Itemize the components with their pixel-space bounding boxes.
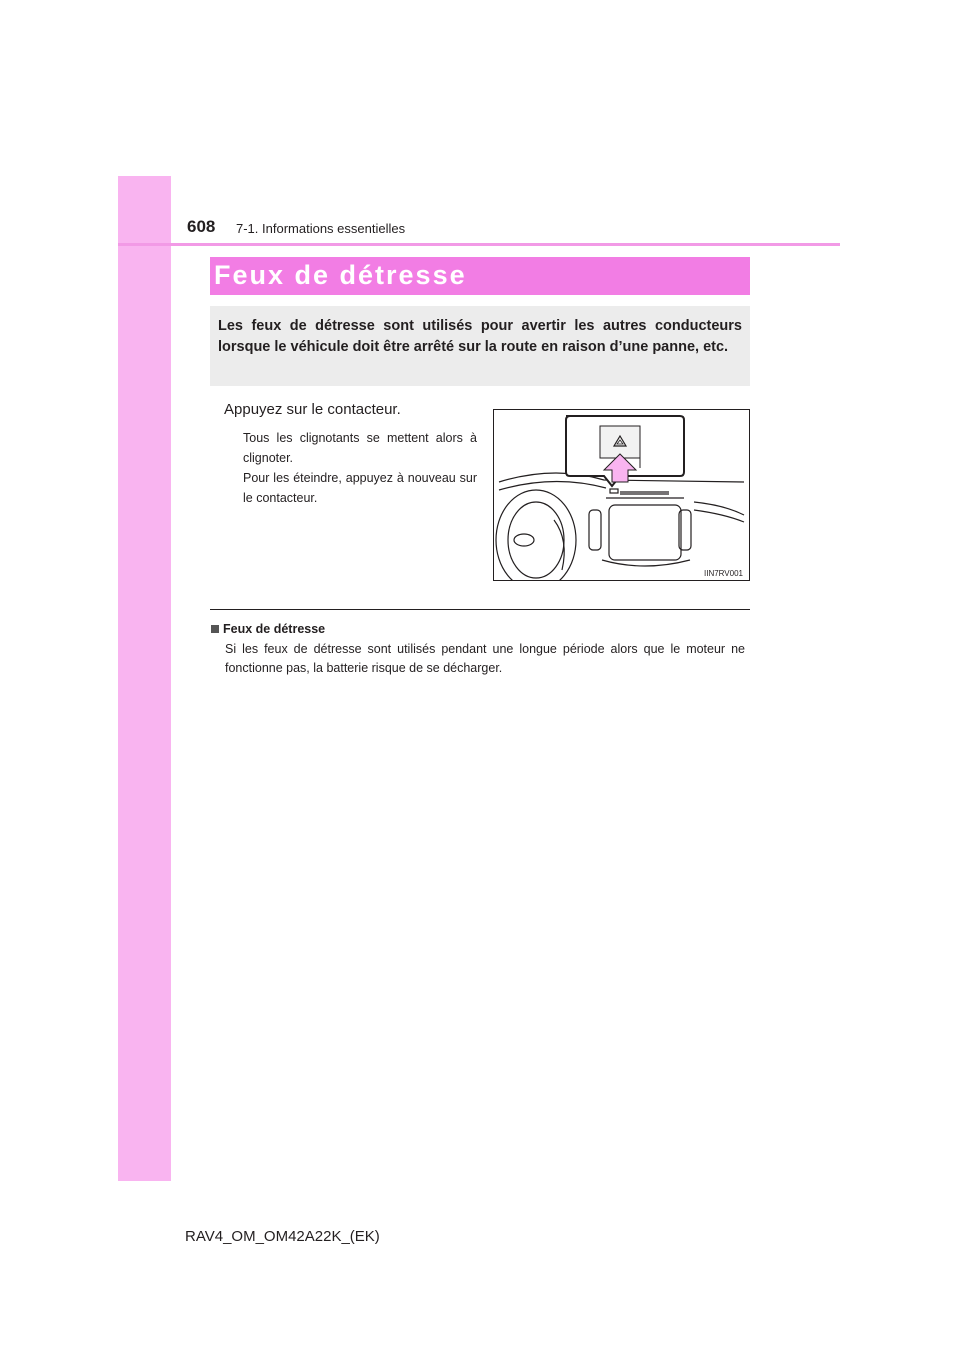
note-heading — [211, 622, 325, 636]
intro-text: Les feux de détresse sont utilisés pour avertir les autres conducteurs lorsque le véhicule doit être arrêté sur la route en raison d’une panne, etc. — [218, 318, 742, 355]
figure-code: IIN7RV001 — [704, 569, 743, 578]
page-title: Feux de détresse — [214, 260, 467, 290]
footer-code: RAV4_OM_OM42A22K_(EK) — [185, 1228, 380, 1245]
step-description-line1: Tous les clignotants se mettent alors à clignoter. — [243, 431, 477, 465]
note-heading-text: Feux de détresse — [223, 622, 326, 636]
note-body: Si les feux de détresse sont utilisés pendant une longue période alors que le moteur ne fonctionne pas, la batterie risque de se décharger. — [225, 642, 745, 675]
header-rule — [118, 243, 840, 246]
dashboard-illustration — [493, 409, 750, 581]
side-color-band — [118, 176, 171, 1181]
step-instruction: Appuyez sur le contacteur. — [224, 401, 401, 418]
step-description — [243, 428, 477, 508]
dashboard-drawing — [494, 410, 749, 580]
note-rule — [210, 609, 750, 610]
section-label: 7-1. Informations essentielles — [236, 221, 406, 236]
square-bullet-icon — [211, 625, 219, 633]
step-description-line2: Pour les éteindre, appuyez à nouveau sur le contacteur. — [243, 471, 477, 505]
page-number: 608 — [187, 217, 216, 236]
